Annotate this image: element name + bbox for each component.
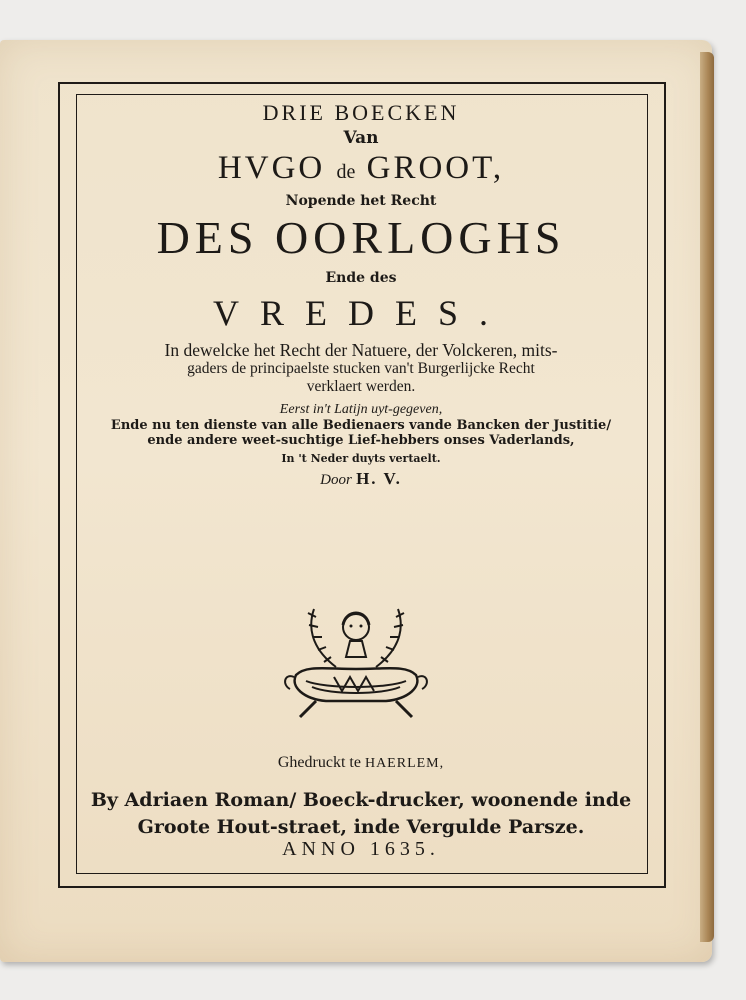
- printed-at-line: [76, 754, 646, 772]
- title-line-6: Ende des: [325, 269, 397, 286]
- printed-label: Ghedruckt te: [277, 754, 361, 771]
- imprint-line-1: By Adriaen Roman/ Boeck-drucker, woonende inde: [90, 789, 632, 811]
- author-last: GROOT,: [366, 150, 505, 186]
- author-first: HVGO: [217, 150, 326, 186]
- printers-device-emblem: [276, 597, 436, 722]
- para-line-2: gaders de principaelste stucken van't Burgerlijcke Recht: [187, 359, 535, 377]
- printed-place: HAERLEM,: [364, 756, 445, 771]
- dedication-line-2: ende andere weet-suchtige Lief-hebbers onses Vaderlands,: [147, 433, 575, 449]
- translator-name: H. V.: [356, 469, 402, 489]
- title-line-4: Nopende het Recht: [285, 193, 437, 209]
- page-edge: [700, 52, 714, 942]
- title-page-content: [76, 94, 646, 860]
- author-particle: de: [336, 161, 356, 183]
- dedication-line-1: Ende nu ten dienste van alle Bedienaers vande Bancken der Justitie/: [110, 417, 612, 433]
- title-line-1: DRIE BOECKEN: [262, 100, 460, 125]
- imprint-year: ANNO 1635.: [282, 838, 440, 860]
- para-line-1: In dewelcke het Recht der Natuere, der Volckeren, mits-: [164, 339, 558, 360]
- translator-line: [76, 469, 646, 489]
- imprint-line-2: Groote Hout-straet, inde Vergulde Parsze.: [137, 816, 585, 838]
- by-label: Door: [320, 472, 352, 489]
- translated-note: In 't Neder duyts vertaelt.: [281, 452, 441, 466]
- author-name: [76, 150, 646, 187]
- title-line-2: Van: [343, 128, 379, 148]
- para-line-3: verklaert werden.: [306, 377, 416, 395]
- title-vredes: VREDES.: [212, 292, 509, 333]
- title-main: DES OORLOGHS: [156, 212, 566, 263]
- latin-note: Eerst in't Latijn uyt-gegeven,: [279, 401, 443, 417]
- description-paragraph: [76, 340, 646, 396]
